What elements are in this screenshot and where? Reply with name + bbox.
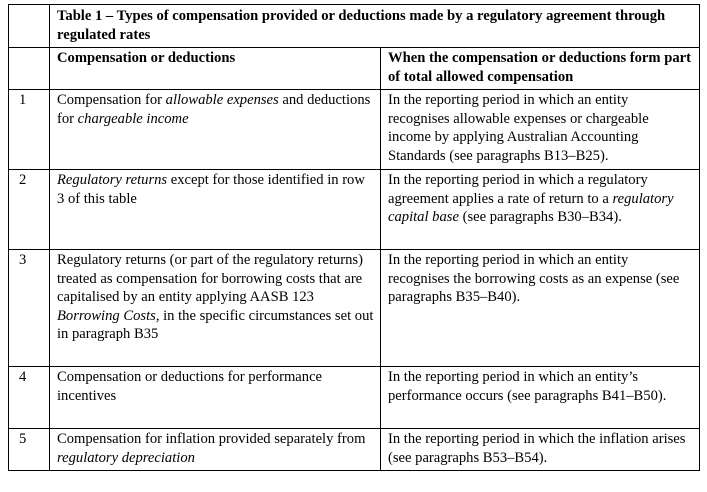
text-segment: except for those identified in row 3 of this table: [57, 172, 365, 207]
header-num-spacer: [9, 48, 50, 90]
text-segment: , in the specific circumstances set out in paragraph B35: [57, 307, 374, 342]
row-number: 4: [9, 367, 50, 429]
row-timing-cell: [381, 367, 700, 429]
row-number: 2: [9, 170, 50, 250]
header-timing: When the compensation or deductions form part of total allowed compensation: [381, 48, 700, 90]
row-timing-cell: [381, 90, 700, 170]
table-row: [9, 250, 700, 367]
row-number: 3: [9, 250, 50, 367]
row-compensation-cell: [50, 90, 381, 170]
row-timing-cell: [381, 429, 700, 471]
text-segment: Compensation for inflation provided separately from: [57, 431, 366, 447]
table-title: Table 1 – Types of compensation provided or deductions made by a regulatory agreement through regulated rates: [50, 5, 700, 48]
row-compensation-cell: [50, 170, 381, 250]
defined-term: allowable expenses: [165, 92, 279, 108]
defined-term: regulatory depreciation: [57, 449, 195, 466]
header-compensation: Compensation or deductions: [50, 48, 381, 90]
text-segment: In the reporting period in which a regulatory agreement applies a rate of return to a: [388, 172, 648, 207]
table-row: [9, 170, 700, 250]
row-compensation-cell: [50, 367, 381, 429]
text-segment: and deductions for: [57, 92, 371, 127]
text-segment: In the reporting period in which an entity recognises the borrowing costs as an expense (see paragraphs B35–B40).: [388, 252, 680, 305]
defined-term: chargeable income: [77, 110, 189, 127]
table-row: [9, 90, 700, 170]
row-number: 1: [9, 90, 50, 170]
row-compensation-cell: [50, 250, 381, 367]
defined-term: Borrowing Costs: [57, 307, 156, 324]
text-segment: Compensation or deductions for performance incentives: [57, 369, 323, 404]
row-compensation-cell: [50, 429, 381, 471]
text-segment: (see paragraphs B30–B34).: [458, 209, 622, 225]
text-segment: Compensation for: [57, 92, 166, 108]
table-row: [9, 429, 700, 471]
row-timing-cell: [381, 250, 700, 367]
text-segment: In the reporting period in which the inflation arises (see paragraphs B53–B54).: [388, 431, 686, 466]
defined-term: regulatory capital base: [388, 190, 674, 225]
row-timing-cell: [381, 170, 700, 250]
text-segment: In the reporting period in which an entity recognises allowable expenses or chargeable income by applying Australian Accounting Standards (see paragraphs B13–B25).: [388, 92, 649, 164]
table-row: [9, 367, 700, 429]
text-segment: Regulatory returns (or part of the regulatory returns) treated as compensation for borrowing costs that are capitalised by an entity applying AASB 123: [57, 252, 363, 305]
compensation-table: [8, 4, 700, 471]
table-title-spacer: [9, 5, 50, 48]
defined-term: Regulatory returns: [57, 172, 168, 188]
text-segment: In the reporting period in which an entity’s performance occurs (see paragraphs B41–B50).: [388, 369, 667, 404]
row-number: 5: [9, 429, 50, 471]
